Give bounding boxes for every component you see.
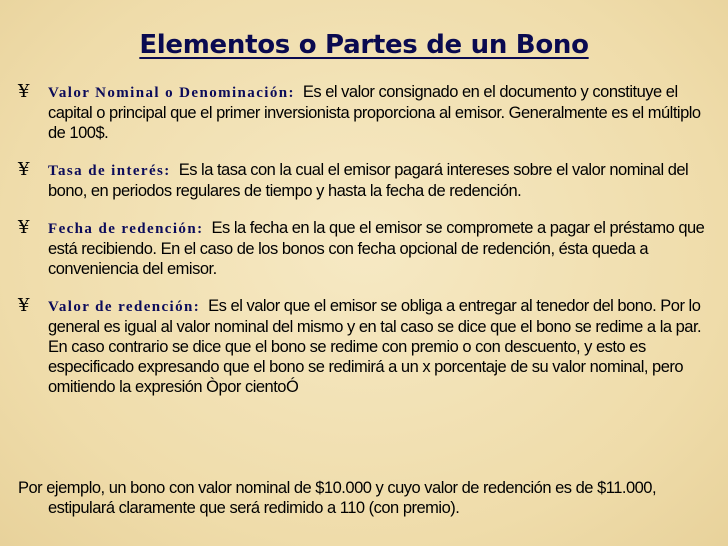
definition-text: Es el valor que el emisor se obliga a entregar al tenedor del bono. Por lo general es igual al valor nominal del mismo y en tal caso se dice que el bono se redime a la par. En caso contrario se dice que el bono se redime con premio o con descuento, y esto es especificado expresando que el bono se redimirá a un x porcentaje de su valor nominal, pero omitiendo la expresión Òpor cientoÓ	[48, 297, 702, 396]
bullet-icon: ¥	[18, 81, 29, 102]
definition-text: Es la tasa con la cual el emisor pagará intereses sobre el valor nominal del bono, en periodos regulares de tiempo y hasta la fecha de redención.	[48, 161, 689, 200]
list-item-fecha-redencion	[18, 218, 714, 279]
term-label: Tasa de interés:	[48, 163, 171, 179]
bullet-icon: ¥	[18, 217, 29, 238]
bullet-icon: ¥	[18, 159, 29, 180]
term-label: Valor de redención:	[48, 299, 201, 315]
list-item-tasa-interes	[18, 160, 714, 201]
slide-title: Elementos o Partes de un Bono	[139, 30, 589, 60]
list-item-valor-redencion	[18, 296, 714, 397]
term-label: Valor Nominal o Denominación:	[48, 85, 295, 101]
term-label: Fecha de redención:	[48, 221, 204, 237]
example-paragraph: Por ejemplo, un bono con valor nominal de $10.000 y cuyo valor de redención es de $11.000, estipulará claramente que será redimido a 110 (con premio).	[18, 479, 657, 517]
bullet-list	[18, 82, 714, 414]
list-item-valor-nominal	[18, 82, 714, 143]
definition-text: Es la fecha en la que el emisor se compromete a pagar el préstamo que está recibiendo. En el caso de los bonos con fecha opcional de redención, ésta queda a conveniencia del emisor.	[48, 219, 705, 278]
bullet-icon: ¥	[18, 295, 29, 316]
definition-text: Es el valor consignado en el documento y constituye el capital o principal que el primer inversionista proporciona al emisor. Generalmente es el múltiplo de 100$.	[48, 83, 701, 142]
